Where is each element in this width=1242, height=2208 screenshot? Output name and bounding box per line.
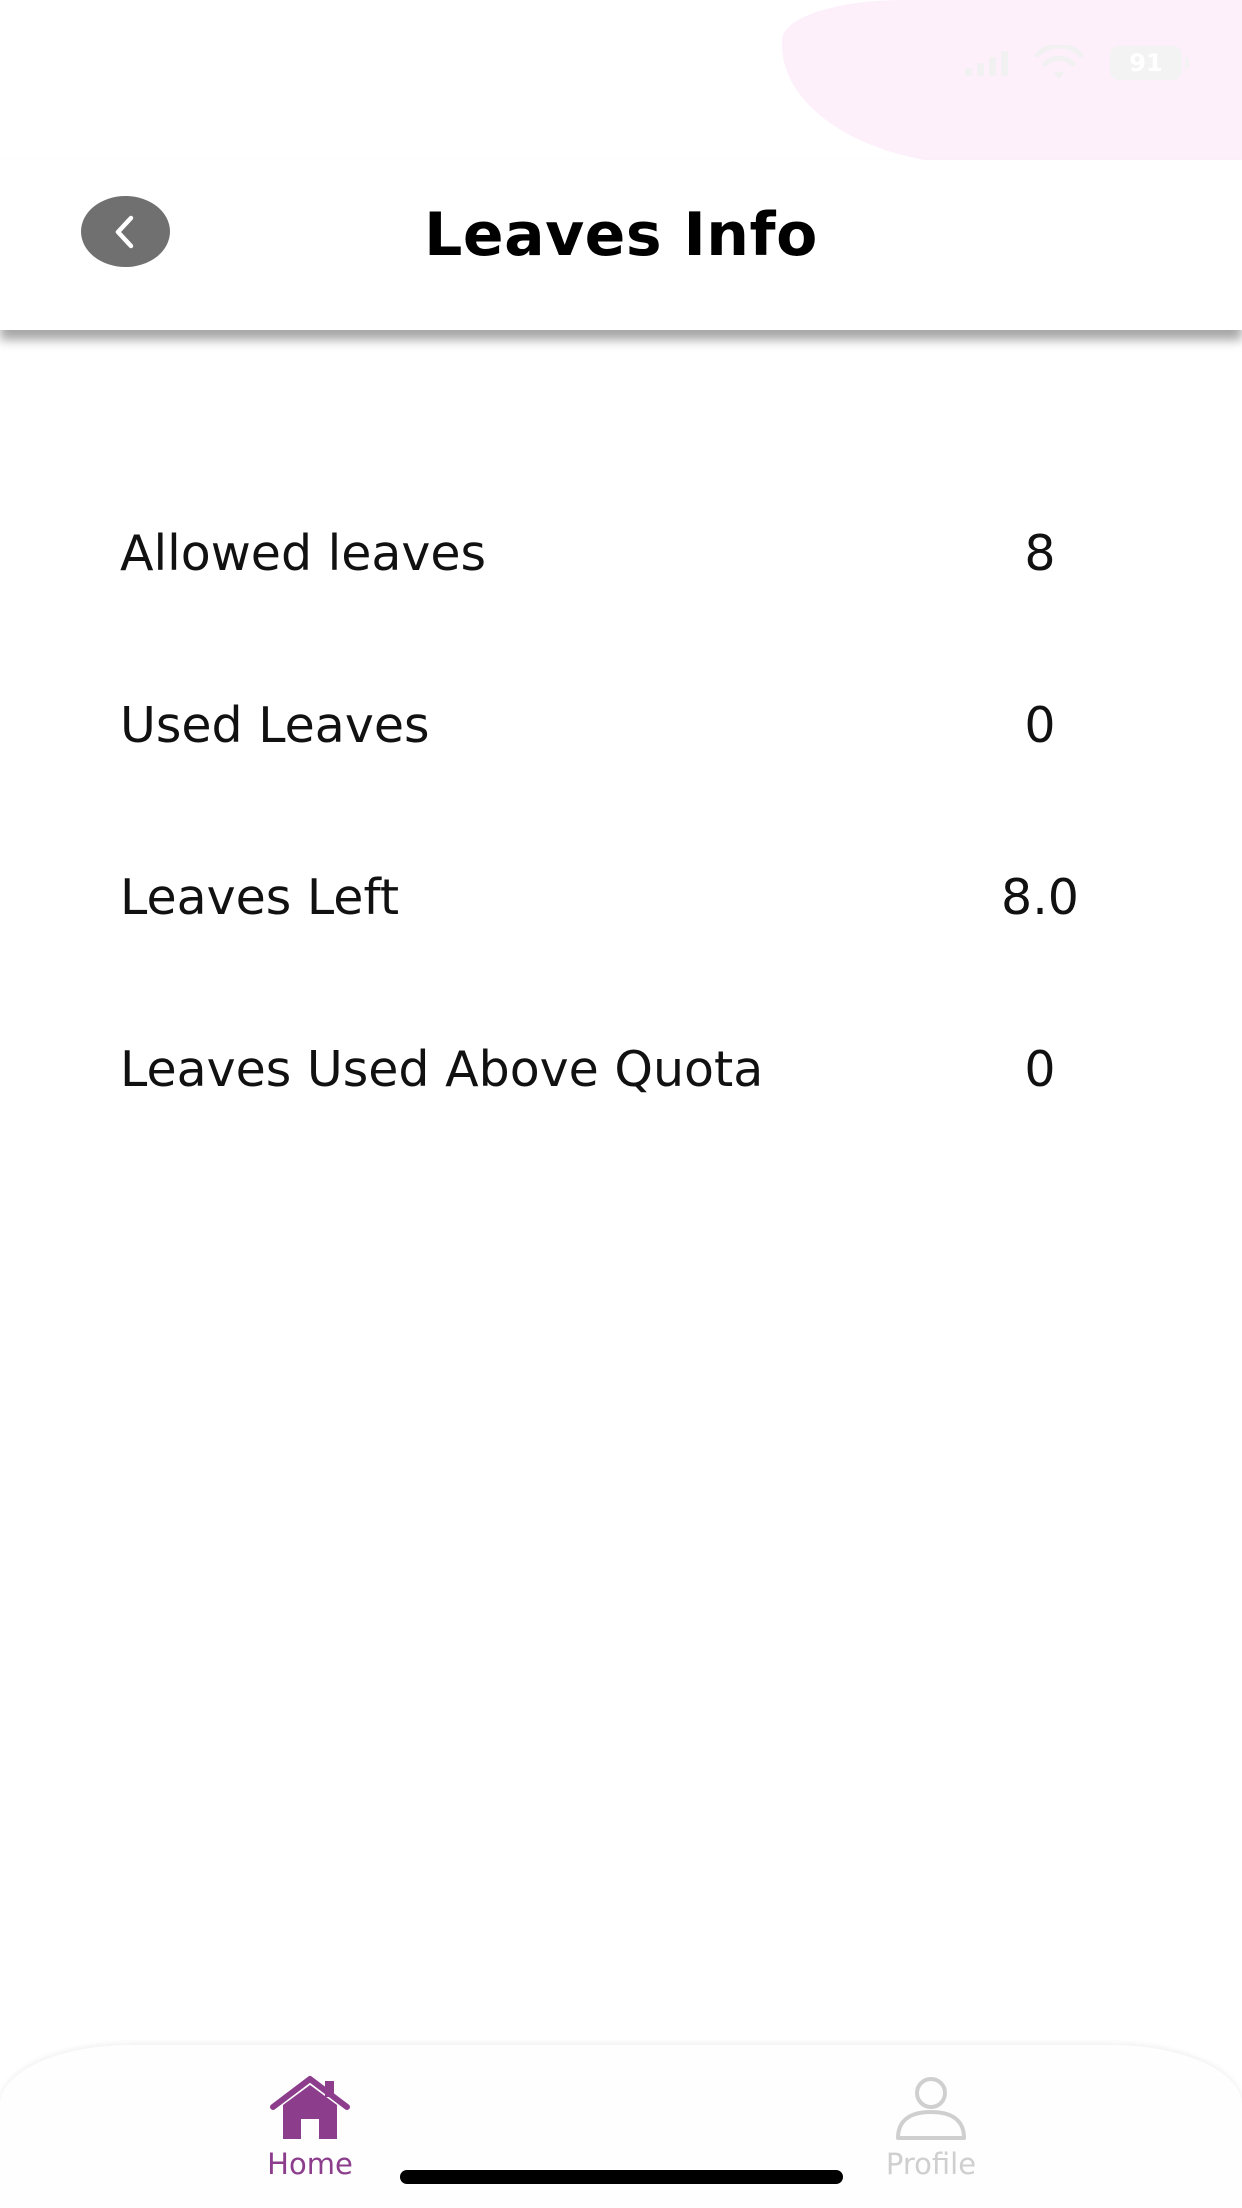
leaves-above-quota-label: Leaves Used Above Quota [120, 1040, 764, 1098]
user-icon [890, 2075, 972, 2141]
battery-icon [1110, 46, 1182, 80]
nav-profile[interactable] [831, 2075, 1031, 2181]
header [0, 160, 1242, 330]
page-title: Leaves Info [424, 200, 818, 270]
used-leaves-row [120, 680, 1120, 770]
battery-level: 91 [1129, 49, 1163, 77]
home-icon [269, 2075, 351, 2141]
used-leaves-label: Used Leaves [120, 696, 430, 754]
leaves-left-value: 8.0 [1001, 868, 1079, 926]
home-indicator [400, 2170, 843, 2184]
allowed-leaves-label: Allowed leaves [120, 524, 487, 582]
allowed-leaves-row [120, 508, 1120, 598]
used-leaves-value: 0 [1024, 696, 1056, 754]
cellular-signal-icon [965, 50, 1008, 76]
leaves-above-quota-row [120, 1024, 1120, 1114]
status-bar [965, 40, 1182, 86]
leaves-info-list [120, 508, 1120, 1196]
wifi-icon [1034, 45, 1084, 81]
leaves-left-row [120, 852, 1120, 942]
nav-profile-label: Profile [885, 2147, 977, 2181]
leaves-left-label: Leaves Left [120, 868, 400, 926]
allowed-leaves-value: 8 [1024, 524, 1056, 582]
nav-home[interactable] [210, 2075, 410, 2181]
leaves-above-quota-value: 0 [1024, 1040, 1056, 1098]
nav-home-label: Home [267, 2147, 353, 2181]
